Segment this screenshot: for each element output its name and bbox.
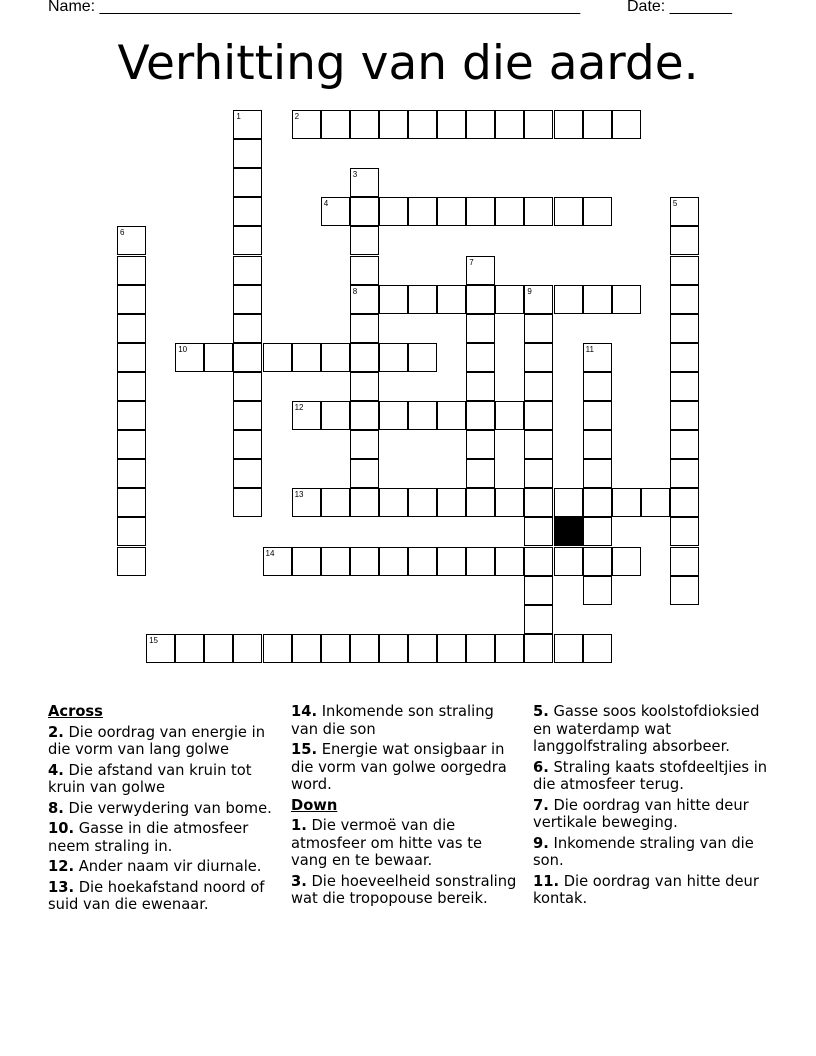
grid-cell[interactable] <box>350 634 379 663</box>
clue-item-number: 14. <box>291 703 318 720</box>
grid-cell[interactable] <box>495 488 524 517</box>
clues-column-2 <box>291 703 523 911</box>
clue-item <box>291 741 523 794</box>
grid-cell[interactable] <box>321 110 350 139</box>
clue-item-number: 5. <box>533 703 549 720</box>
grid-cell[interactable] <box>350 197 379 226</box>
grid-cell[interactable] <box>350 459 379 488</box>
grid-cell[interactable] <box>292 401 321 430</box>
clue-item-number: 8. <box>48 799 64 817</box>
grid-cell[interactable] <box>350 430 379 459</box>
grid-cell[interactable] <box>408 110 437 139</box>
grid-cell[interactable] <box>350 256 379 285</box>
grid-cell[interactable] <box>524 547 553 576</box>
grid-cell[interactable] <box>466 430 495 459</box>
grid-cell[interactable] <box>117 314 146 343</box>
clue-number: 7 <box>469 257 474 267</box>
grid-cell[interactable] <box>466 372 495 401</box>
clue-number: 15 <box>149 635 158 645</box>
grid-cell[interactable] <box>321 488 350 517</box>
grid-cell[interactable] <box>408 401 437 430</box>
clue-item <box>291 703 523 738</box>
grid-cell[interactable] <box>670 459 699 488</box>
grid-cell[interactable] <box>670 372 699 401</box>
grid-cell[interactable] <box>117 285 146 314</box>
clue-item <box>533 759 773 794</box>
grid-cell[interactable] <box>466 343 495 372</box>
grid-cell[interactable] <box>466 314 495 343</box>
grid-cell[interactable] <box>263 547 292 576</box>
grid-cell[interactable] <box>466 110 495 139</box>
down-clue-list-continued <box>533 703 773 908</box>
grid-cell[interactable] <box>437 401 466 430</box>
grid-cell[interactable] <box>408 488 437 517</box>
grid-cell[interactable] <box>670 430 699 459</box>
clue-item-number: 15. <box>291 741 318 758</box>
grid-cell[interactable] <box>379 343 408 372</box>
clue-item-number: 1. <box>291 817 307 834</box>
grid-cell[interactable] <box>437 110 466 139</box>
grid-cell[interactable] <box>524 110 553 139</box>
clue-item-number: 11. <box>533 872 560 890</box>
grid-cell[interactable] <box>350 401 379 430</box>
clue-number: 8 <box>352 286 358 296</box>
grid-cell[interactable] <box>117 459 146 488</box>
black-cell <box>554 517 583 546</box>
grid-cell[interactable] <box>466 634 495 663</box>
grid-cell[interactable] <box>583 343 612 372</box>
grid-cell[interactable] <box>117 343 146 372</box>
clue-item <box>48 800 280 818</box>
grid-cell[interactable] <box>233 256 262 285</box>
clue-item-number: 10. <box>48 820 75 837</box>
grid-cell[interactable] <box>466 459 495 488</box>
grid-cell[interactable] <box>670 401 699 430</box>
grid-cell[interactable] <box>321 547 350 576</box>
grid-cell[interactable] <box>350 547 379 576</box>
grid-cell[interactable] <box>612 547 641 576</box>
clue-item-text: Gasse in die atmosfeer neem straling in. <box>48 820 249 855</box>
clue-item-number: 3. <box>291 872 307 890</box>
clue-item <box>291 873 523 908</box>
grid-cell[interactable] <box>350 285 379 314</box>
grid-cell[interactable] <box>233 168 262 197</box>
grid-cell[interactable] <box>524 459 553 488</box>
clue-item-number: 9. <box>533 834 549 852</box>
grid-cell[interactable] <box>524 430 553 459</box>
grid-cell[interactable] <box>554 634 583 663</box>
grid-cell[interactable] <box>233 372 262 401</box>
grid-cell[interactable] <box>612 285 641 314</box>
grid-cell[interactable] <box>437 488 466 517</box>
grid-cell[interactable] <box>583 110 612 139</box>
clue-item-text: Straling kaats stofdeeltjies in die atmosfeer terug. <box>533 758 768 793</box>
grid-cell[interactable] <box>670 488 699 517</box>
grid-cell[interactable] <box>554 110 583 139</box>
grid-cell[interactable] <box>554 285 583 314</box>
grid-cell[interactable] <box>117 256 146 285</box>
grid-cell[interactable] <box>175 634 204 663</box>
clue-item-text: Gasse soos koolstofdioksied en waterdamp wat langgolfstraling absorbeer. <box>533 703 760 755</box>
grid-cell[interactable] <box>524 343 553 372</box>
grid-cell[interactable] <box>233 285 262 314</box>
grid-cell[interactable] <box>233 488 262 517</box>
across-clue-list <box>48 724 280 914</box>
clue-item-number: 4. <box>48 761 64 779</box>
grid-cell[interactable] <box>321 343 350 372</box>
grid-cell[interactable] <box>495 110 524 139</box>
grid-cell[interactable] <box>524 285 553 314</box>
clues-column-3 <box>533 703 773 911</box>
grid-cell[interactable] <box>408 343 437 372</box>
grid-cell[interactable] <box>263 343 292 372</box>
grid-cell[interactable] <box>583 517 612 546</box>
name-field[interactable]: Name: ______________________________________________________ <box>48 0 581 15</box>
grid-cell[interactable] <box>524 488 553 517</box>
clue-item <box>48 762 280 797</box>
grid-cell[interactable] <box>146 634 175 663</box>
grid-cell[interactable] <box>524 372 553 401</box>
clue-number: 2 <box>294 112 300 121</box>
clue-item-text: Die vermoë van die atmosfeer om hitte vas te vang en te bewaar. <box>291 817 483 869</box>
grid-cell[interactable] <box>554 197 583 226</box>
clue-item-text: Die oordrag van energie in die vorm van lang golwe <box>48 723 266 758</box>
grid-cell[interactable] <box>670 197 699 226</box>
clue-item-number: 7. <box>533 796 549 814</box>
clue-number: 9 <box>527 286 532 296</box>
clue-item-number: 6. <box>533 758 549 776</box>
clue-number: 10 <box>178 344 188 354</box>
across-clue-list-continued <box>291 703 523 794</box>
grid-cell[interactable] <box>524 517 553 546</box>
grid-cell[interactable] <box>233 401 262 430</box>
clue-number: 4 <box>323 199 329 209</box>
grid-cell[interactable] <box>233 430 262 459</box>
grid-cell[interactable] <box>495 634 524 663</box>
grid-cell[interactable] <box>466 285 495 314</box>
grid-cell[interactable] <box>466 256 495 285</box>
grid-cell[interactable] <box>350 372 379 401</box>
grid-cell[interactable] <box>583 372 612 401</box>
grid-cell[interactable] <box>524 401 553 430</box>
grid-cell[interactable] <box>379 110 408 139</box>
grid-cell[interactable] <box>379 401 408 430</box>
grid-cell[interactable] <box>292 634 321 663</box>
clue-item-text: Inkomende son straling van die son <box>291 703 494 738</box>
down-heading: Down <box>291 796 338 814</box>
clue-item <box>533 703 773 756</box>
clue-item <box>291 817 523 870</box>
clue-item <box>48 858 280 876</box>
grid-cell[interactable] <box>350 343 379 372</box>
clue-item-number: 12. <box>48 858 75 875</box>
grid-cell[interactable] <box>263 634 292 663</box>
grid-cell[interactable] <box>233 139 262 168</box>
clue-number: 13 <box>294 490 304 500</box>
grid-cell[interactable] <box>379 634 408 663</box>
grid-cell[interactable] <box>524 634 553 663</box>
grid-cell[interactable] <box>437 547 466 576</box>
grid-cell[interactable] <box>350 168 379 197</box>
grid-cell[interactable] <box>437 634 466 663</box>
clue-number: 6 <box>120 228 125 238</box>
grid-cell[interactable] <box>524 314 553 343</box>
grid-cell[interactable] <box>670 285 699 314</box>
across-heading: Across <box>48 703 103 720</box>
grid-cell[interactable] <box>321 634 350 663</box>
clue-number: 5 <box>672 199 678 209</box>
clue-number: 1 <box>236 112 241 121</box>
grid-cell[interactable] <box>350 314 379 343</box>
grid-cell[interactable] <box>670 517 699 546</box>
clue-number: 11 <box>585 344 594 354</box>
clue-item-text: Energie wat onsigbaar in die vorm van golwe oorgedra word. <box>291 741 507 793</box>
grid-cell[interactable] <box>379 285 408 314</box>
clue-item-text: Die oordrag van hitte deur vertikale beweging. <box>533 796 749 831</box>
grid-cell[interactable] <box>495 547 524 576</box>
grid-cell[interactable] <box>583 488 612 517</box>
grid-cell[interactable] <box>583 634 612 663</box>
grid-cell[interactable] <box>466 547 495 576</box>
grid-cell[interactable] <box>495 401 524 430</box>
page-title: Verhitting van die aarde. <box>117 36 699 91</box>
grid-cell[interactable] <box>466 197 495 226</box>
grid-cell[interactable] <box>292 547 321 576</box>
grid-cell[interactable] <box>408 197 437 226</box>
grid-cell[interactable] <box>583 285 612 314</box>
grid-cell[interactable] <box>117 372 146 401</box>
grid-cell[interactable] <box>670 256 699 285</box>
grid-cell[interactable] <box>233 459 262 488</box>
grid-cell[interactable] <box>292 343 321 372</box>
grid-cell[interactable] <box>466 401 495 430</box>
grid-cell[interactable] <box>292 488 321 517</box>
grid-cell[interactable] <box>233 314 262 343</box>
grid-cell[interactable] <box>495 197 524 226</box>
grid-cell[interactable] <box>321 197 350 226</box>
down-clue-list <box>291 817 523 908</box>
clue-number: 12 <box>294 403 304 412</box>
clue-item-text: Die verwydering van bome. <box>68 799 272 817</box>
clue-item <box>533 835 773 870</box>
grid-cell[interactable] <box>321 401 350 430</box>
grid-cell[interactable] <box>524 576 553 605</box>
grid-cell[interactable] <box>495 285 524 314</box>
grid-cell[interactable] <box>583 576 612 605</box>
clue-item <box>533 873 773 908</box>
clue-item-text: Die hoeveelheid sonstraling wat die tropopouse bereik. <box>291 872 517 907</box>
grid-cell[interactable] <box>233 343 262 372</box>
clue-item-number: 2. <box>48 723 64 741</box>
grid-cell[interactable] <box>670 314 699 343</box>
grid-cell[interactable] <box>233 226 262 255</box>
grid-cell[interactable] <box>117 401 146 430</box>
grid-cell[interactable] <box>204 343 233 372</box>
grid-cell[interactable] <box>379 197 408 226</box>
grid-cell[interactable] <box>554 488 583 517</box>
grid-cell[interactable] <box>408 285 437 314</box>
grid-cell[interactable] <box>379 488 408 517</box>
grid-cell[interactable] <box>350 226 379 255</box>
grid-cell[interactable] <box>524 605 553 634</box>
grid-cell[interactable] <box>612 488 641 517</box>
grid-cell[interactable] <box>408 547 437 576</box>
grid-cell[interactable] <box>670 343 699 372</box>
grid-cell[interactable] <box>117 517 146 546</box>
clue-item-text: Inkomende straling van die son. <box>533 834 754 869</box>
grid-cell[interactable] <box>583 547 612 576</box>
grid-cell[interactable] <box>233 110 262 139</box>
grid-cell[interactable] <box>233 634 262 663</box>
clue-item <box>48 724 280 759</box>
grid-cell[interactable] <box>670 547 699 576</box>
grid-cell[interactable] <box>117 430 146 459</box>
grid-cell[interactable] <box>408 634 437 663</box>
grid-cell[interactable] <box>350 110 379 139</box>
grid-cell[interactable] <box>641 488 670 517</box>
clue-item-text: Die afstand van kruin tot kruin van golwe <box>48 761 252 796</box>
grid-cell[interactable] <box>117 488 146 517</box>
grid-cell[interactable] <box>583 197 612 226</box>
grid-cell[interactable] <box>670 576 699 605</box>
grid-cell[interactable] <box>204 634 233 663</box>
clue-item <box>533 797 773 832</box>
clue-item <box>48 879 280 914</box>
clue-item-number: 13. <box>48 878 75 896</box>
clues-column-1 <box>48 703 280 917</box>
clue-item-text: Die oordrag van hitte deur kontak. <box>533 872 759 907</box>
grid-cell[interactable] <box>175 343 204 372</box>
grid-cell[interactable] <box>466 488 495 517</box>
grid-cell[interactable] <box>583 401 612 430</box>
grid-cell[interactable] <box>554 547 583 576</box>
clue-number: 14 <box>265 548 275 558</box>
clue-item-text: Die hoekafstand noord of suid van die ewenaar. <box>48 878 265 913</box>
grid-cell[interactable] <box>292 110 321 139</box>
grid-cell[interactable] <box>670 226 699 255</box>
grid-cell[interactable] <box>117 547 146 576</box>
clue-item <box>48 820 280 855</box>
clue-item-text: Ander naam vir diurnale. <box>78 858 262 875</box>
grid-cell[interactable] <box>233 197 262 226</box>
grid-cell[interactable] <box>379 547 408 576</box>
grid-cell[interactable] <box>117 226 146 255</box>
clue-number: 3 <box>352 170 358 180</box>
grid-cell[interactable] <box>437 197 466 226</box>
grid-cell[interactable] <box>350 488 379 517</box>
grid-cell[interactable] <box>583 430 612 459</box>
grid-cell[interactable] <box>524 197 553 226</box>
grid-cell[interactable] <box>612 110 641 139</box>
grid-cell[interactable] <box>583 459 612 488</box>
grid-cell[interactable] <box>437 285 466 314</box>
date-field[interactable]: Date: _______ <box>627 0 732 15</box>
